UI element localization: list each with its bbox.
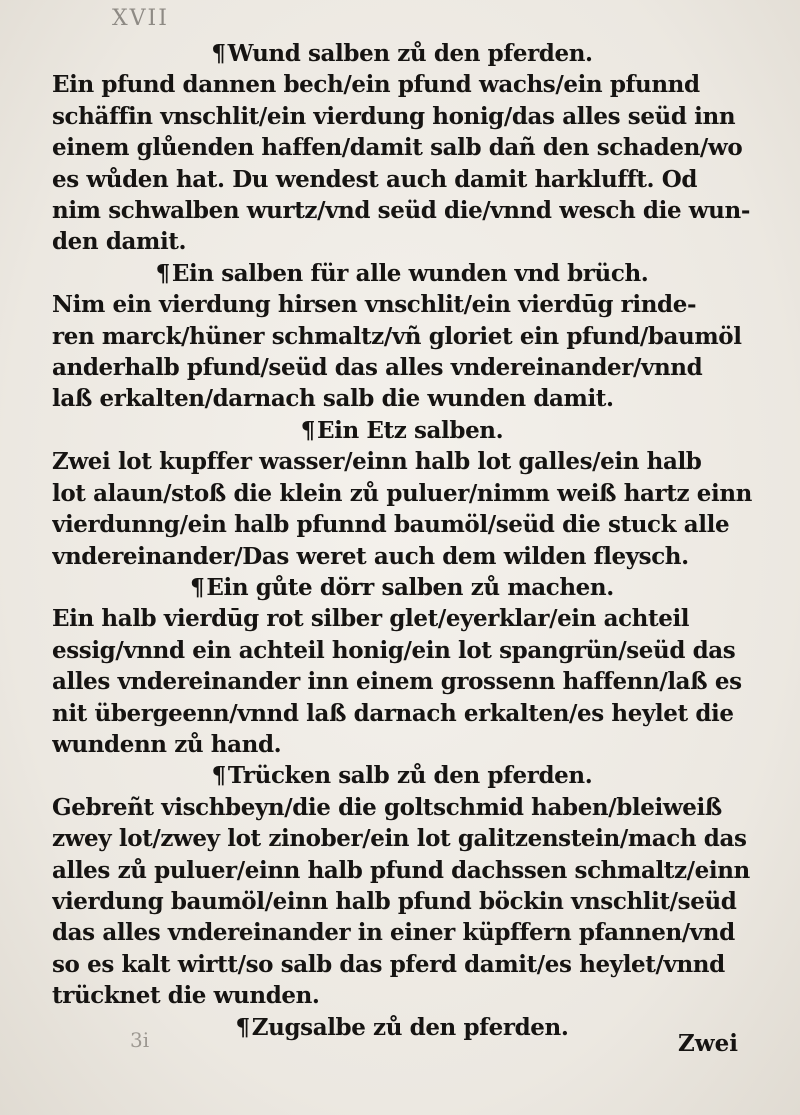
text-line: vierdung baumöl/einn halb pfund böckin vnschlit/seüd [52, 887, 737, 915]
text-line: Ein halb vierdūg rot silber glet/eyerklar/ein achteil [52, 605, 690, 633]
text-line: den damit. [52, 228, 187, 256]
text-line: zwey lot/zwey lot zinober/ein lot galitzenstein/mach das [52, 825, 747, 853]
text-line: lot alaun/stoß die klein zů puluer/nimm weiß hartz einn [52, 479, 752, 507]
section-heading [52, 415, 752, 446]
section-heading [52, 760, 752, 791]
pilcrow-icon: ¶ [211, 762, 226, 790]
pilcrow-icon: ¶ [300, 416, 315, 444]
text-line: vndereinander/Das weret auch dem wilden fleysch. [52, 542, 689, 570]
pilcrow-icon: ¶ [235, 1013, 250, 1041]
text-line: trücknet die wunden. [52, 982, 320, 1010]
text-line: wundenn zů hand. [52, 730, 282, 758]
section-heading [52, 1012, 752, 1043]
section-heading [52, 258, 752, 289]
folio-number: XVII [112, 6, 169, 31]
text-block [52, 38, 752, 1043]
pilcrow-icon: ¶ [190, 573, 205, 601]
text-line: so es kalt wirtt/so salb das pferd damit/es heylet/vnnd [52, 950, 725, 978]
text-line: Nim ein vierdung hirsen vnschlit/ein vierdūg rinde- [52, 291, 697, 319]
text-line: das alles vndereinander in einer küpffern pfannen/vnd [52, 919, 735, 947]
text-line: vierdunng/ein halb pfunnd baumöl/seüd die stuck alle [52, 511, 730, 539]
heading-text: Zugsalbe zů den pferden. [251, 1013, 569, 1041]
pilcrow-icon: ¶ [211, 40, 226, 67]
signature-mark: 3i [130, 1028, 150, 1052]
text-line: laß erkalten/darnach salb die wunden damit. [52, 385, 614, 413]
section-heading [52, 38, 752, 69]
text-line: Ein pfund dannen bech/ein pfund wachs/ein pfunnd [52, 71, 700, 99]
heading-text: Ein salben für alle wunden vnd brüch. [171, 259, 649, 287]
text-line: essig/vnnd ein achteil honig/ein lot spangrün/seüd das [52, 636, 736, 664]
text-line: einem glůenden haffen/damit salb dañ den schaden/wo [52, 134, 743, 162]
heading-text: Trücken salb zů den pferden. [227, 762, 593, 790]
heading-text: Ein gůte dörr salben zů machen. [206, 573, 614, 601]
pilcrow-icon: ¶ [155, 259, 170, 287]
text-line: anderhalb pfund/seüd das alles vndereinander/vnnd [52, 354, 703, 382]
text-line: alles zů puluer/einn halb pfund dachssen schmaltz/einn [52, 856, 750, 884]
section-heading [52, 572, 752, 603]
text-line: nim schwalben wurtz/vnd seüd die/vnnd wesch die wun- [52, 197, 750, 225]
text-line: nit übergeenn/vnnd laß darnach erkalten/es heylet die [52, 699, 734, 727]
heading-text: Ein Etz salben. [316, 416, 504, 444]
text-line: Gebreñt vischbeyn/die die goltschmid haben/bleiweiß [52, 793, 722, 821]
text-line: ren marck/hüner schmaltz/vñ gloriet ein pfund/baumöl [52, 322, 742, 350]
heading-text: Wund salben zů den pferden. [227, 40, 593, 67]
text-line: alles vndereinander inn einem grossenn haffenn/laß es [52, 668, 742, 696]
text-line: es wůden hat. Du wendest auch damit harklufft. Od [52, 165, 698, 193]
text-line: Zwei lot kupffer wasser/einn halb lot galles/ein halb [52, 448, 702, 476]
text-line: schäffin vnschlit/ein vierdung honig/das alles seüd inn [52, 102, 736, 130]
catchword: Zwei [678, 1030, 738, 1057]
